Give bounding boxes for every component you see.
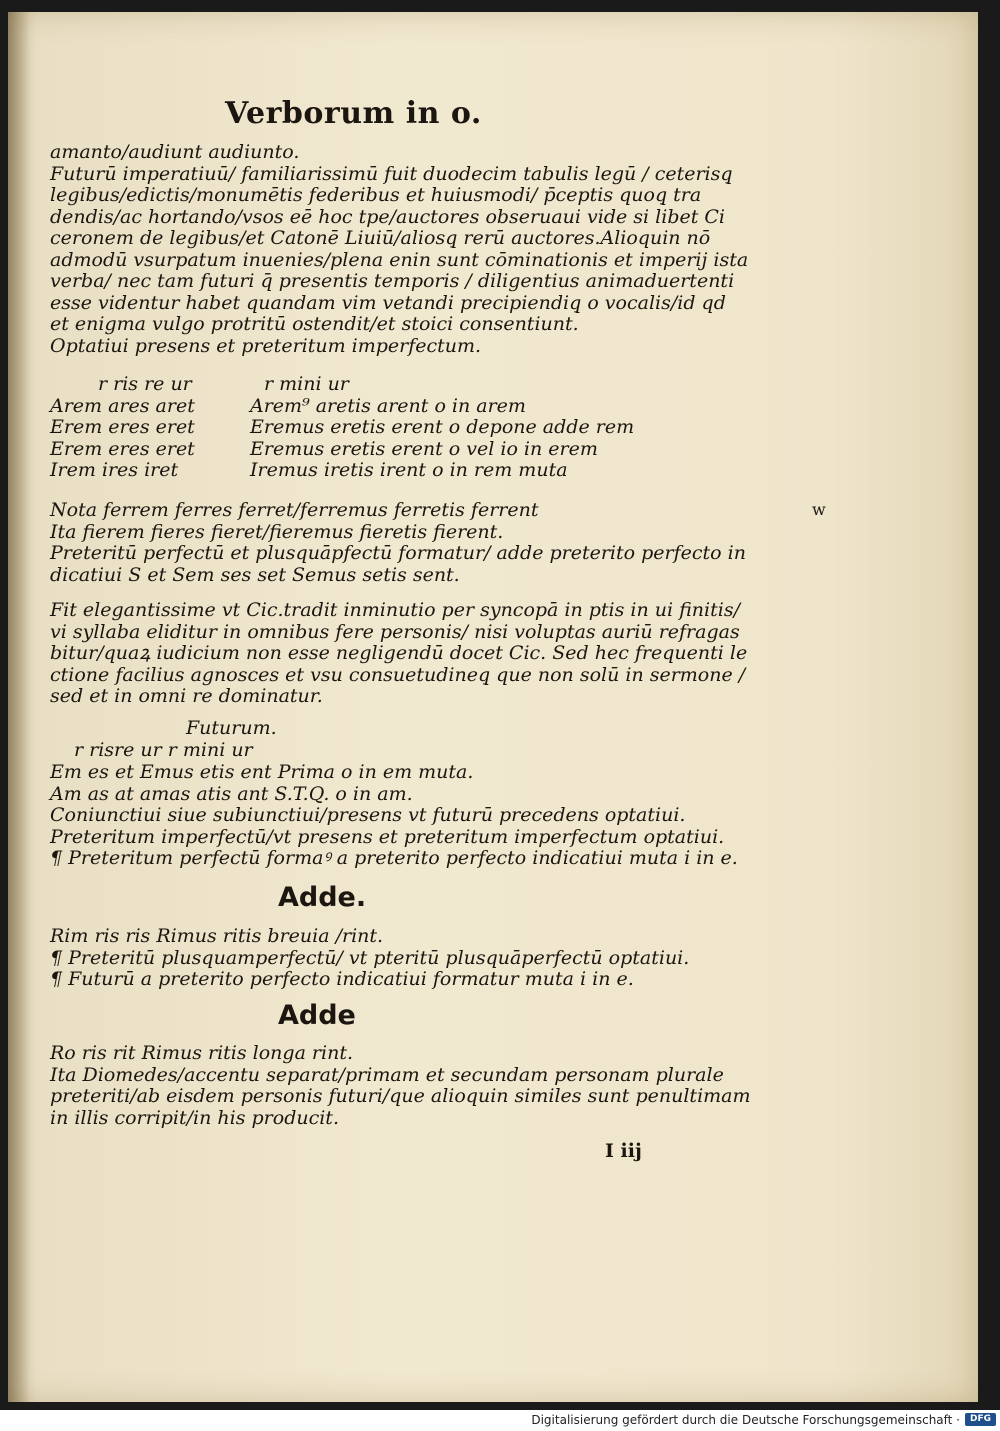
text-line: ¶ Preteritū plusquamperfectū/ vt pteritū plusquāperfectū optatiui.	[50, 946, 690, 969]
conjugation-row	[50, 439, 634, 461]
futurum-endings: r risre ur r mini ur	[74, 739, 253, 761]
text-line: bitur/quaꝝ iudicium non esse negligendū docet Cic. Sed hec frequenti le	[50, 642, 748, 664]
paragraph-syncope	[50, 600, 747, 708]
text-line: ctione facilius agnosces et vsu consuetudineq̧ que non solū in sermone /	[50, 663, 746, 686]
text-line: vi syllaba eliditur in omnibus fere personis/ nisi voluptas auriū refragas	[50, 620, 740, 643]
text-line: ceronem de legibus/et Catonē Liuiū/aliosq̧ rerū auctores.Alioquin nō	[50, 227, 711, 249]
text-line: Ita fierem fieres fieret/fieremus fieretis fierent.	[50, 520, 504, 543]
paragraph-nota	[50, 500, 746, 586]
text-line: ¶ Preteritum perfectū formaꝰ a preterito perfecto indicatiui muta i in e.	[50, 847, 738, 869]
plural-forms: Eremus eretis erent o depone adde rem	[250, 416, 635, 438]
plural-forms: Iremus iretis irent o in rem muta	[250, 459, 568, 481]
text-line: Preteritū perfectū et plusquāpfectū formatur/ adde preterito perfecto in	[50, 542, 746, 564]
paragraph-diomedes	[50, 1043, 751, 1129]
singular-forms: Erem eres eret	[50, 437, 195, 460]
text-line: legibus/edictis/monumētis federibus et huiusmodi/ p̄ceptis quoq̧ tra	[50, 184, 702, 206]
conjugation-row	[50, 460, 634, 482]
text-line: Ro ris rit Rimus ritis longa rint.	[50, 1042, 354, 1064]
text-line: dendis/ac hortando/vsos eē hoc tpe/auctores obseruaui vide si libet Ci	[50, 205, 726, 228]
text-line: preteriti/ab eisdem personis futuri/que alioquin similes sunt penultimam	[50, 1085, 751, 1107]
gutter-shadow	[8, 12, 30, 1402]
endings-plural: r mini ur	[264, 373, 349, 395]
plural-forms: Eremus eretis erent o vel io in erem	[250, 437, 598, 460]
endings-singular: r ris re ur	[98, 373, 192, 395]
text-line: Fit elegantissime vt Cic.tradit inminutio per syncopā in ptis in ui finitis/	[50, 599, 740, 621]
text-line: Coniunctiui siue subiunctiui/presens vt futurū precedens optatiui.	[50, 804, 686, 826]
text-line: ¶ Futurū a preterito perfecto indicatiui formatur muta i in e.	[50, 968, 634, 990]
text-line: admodū vsurpatum inuenies/plena enin sunt cōminationis et imperij ista	[50, 248, 749, 271]
conjugation-header	[50, 374, 634, 396]
futurum-title: Futurum.	[186, 717, 277, 739]
text-line: Am as at amas atis ant S.T.Q. o in am.	[50, 782, 413, 805]
text-line: Optatiui presens et preteritum imperfectum.	[50, 334, 482, 357]
adde-heading: Adde	[278, 1000, 356, 1031]
paragraph-rim	[50, 926, 689, 991]
conjugation-row	[50, 396, 634, 418]
running-header: Verborum in o.	[225, 96, 482, 131]
footer-credit: Digitalisierung gefördert durch die Deutsche Forschungsgemeinschaft ·	[531, 1413, 960, 1427]
adde-heading: Adde.	[278, 882, 367, 913]
conjugation-row	[50, 417, 634, 439]
digitization-footer	[0, 1410, 1000, 1431]
text-line: dicatiui S et Sem ses set Semus setis sent.	[50, 563, 460, 586]
plural-forms: Arem⁹ aretis arent o in arem	[250, 394, 526, 417]
text-line: sed et in omni re dominatur.	[50, 685, 323, 707]
text-line: Futurū imperatiuū/ familiarissimū fuit duodecim tabulis legū / ceterisq̧	[50, 162, 733, 185]
singular-forms: Arem ares aret	[50, 394, 195, 417]
text-line: Rim ris ris Rimus ritis breuia /rint.	[50, 925, 384, 947]
singular-forms: Erem eres eret	[50, 416, 195, 438]
text-line: Ita Diomedes/accentu separat/primam et secundam personam plurale	[50, 1063, 724, 1086]
signature-mark: I iij	[605, 1140, 642, 1162]
text-line: Em es et Emus etis ent Prima o in em muta.	[50, 761, 474, 783]
conjugation-table	[50, 374, 634, 482]
dfg-logo[interactable]: DFG	[965, 1413, 996, 1426]
text-line: et enigma vulgo protritū ostendit/et stoici consentiunt.	[50, 313, 579, 335]
text-line: verba/ nec tam futuri q̄ presentis temporis / diligentius animaduertenti	[50, 270, 735, 292]
singular-forms: Irem ires iret	[50, 459, 179, 481]
text-line: Preteritum imperfectū/vt presens et preteritum imperfectum optatiui.	[50, 825, 725, 848]
paragraph-futurum	[50, 762, 738, 870]
text-line: esse videntur habet quandam vim vetandi precipiendiq̧ o vocalis/id qd	[50, 291, 726, 314]
text-line: amanto/audiunt audiunto.	[50, 141, 300, 163]
text-line: Nota ferrem ferres ferret/ferremus ferretis ferrent	[50, 499, 539, 521]
text-line: in illis corripit/in his producit.	[50, 1106, 339, 1129]
paragraph-futurum-imperativi	[50, 142, 748, 357]
margin-note: w	[812, 500, 826, 519]
